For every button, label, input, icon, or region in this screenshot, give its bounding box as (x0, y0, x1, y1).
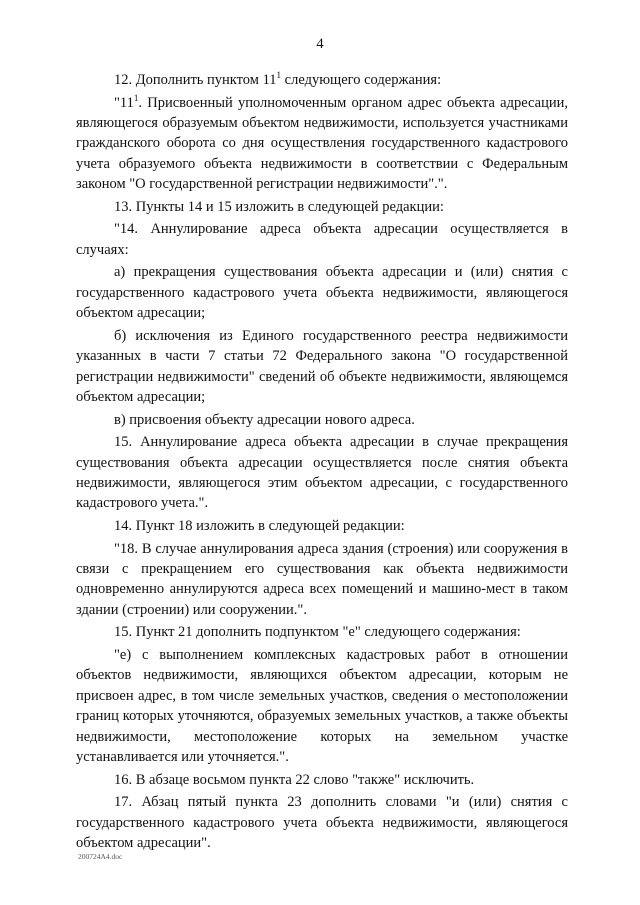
page-number: 4 (316, 36, 324, 52)
paragraph-item-a: а) прекращения существования объекта адресации и (или) снятия с государственного кадастрового учета объекта недвижимости, являющегося объектом адресации; (76, 264, 568, 322)
paragraph-14: 14. Пункт 18 изложить в следующей редакции: (114, 518, 405, 535)
footer-filename: 200724A4.doc (78, 852, 123, 861)
paragraph-item-v: в) присвоения объекту адресации нового адреса. (114, 411, 415, 428)
para-text: . Присвоенный уполномоченным органом адрес объекта адресации, являющегося образуемым объектом недвижимости, используется участниками гражданского оборота со дня осуществления государственного кадастрового учета образуемого объекта недвижимости в соответствии с Федеральным законом "О государственной регистрации недвижимости".". (76, 94, 568, 193)
para-text: 12. Дополнить пунктом 11 (114, 72, 277, 88)
paragraph-12 (76, 70, 568, 90)
superscript: 1 (276, 70, 282, 80)
paragraph-item-b: б) исключения из Единого государственного реестра недвижимости указанных в части 7 статьи 72 Федерального закона "О государственной регистрации недвижимости" сведений об объекте недвижимости, являющемся объектом адресации; (76, 327, 568, 406)
para-text: "11 (114, 94, 134, 111)
paragraph-item-e: "е) с выполнением комплексных кадастровых работ в отношении объектов недвижимости, являющихся объектом адресации, которым не присвоен адрес, в том числе земельных участков, сведения о местоположении границ которых уточняются, образуемых земельных участков, а также объекты недвижимости, местоположение которых на земельном участке устанавливается или уточняется.". (76, 647, 568, 766)
paragraph-18-quote: "18. В случае аннулирования адреса здания (строения) или сооружения в связи с прекращением его существования как объекта недвижимости одновременно аннулируются адреса всех помещений и машино-мест в таком здании (строении) или сооружении.". (76, 540, 568, 618)
paragraph-14-quote: "14. Аннулирование адреса объекта адресации осуществляется в случаях: (76, 221, 568, 258)
paragraph-13: 13. Пункты 14 и 15 изложить в следующей редакции: (114, 198, 444, 215)
paragraph-16: 16. В абзаце восьмом пункта 22 слово "также" исключить. (114, 771, 475, 788)
superscript: 1 (133, 92, 139, 103)
paragraph-17: 17. Абзац пятый пункта 23 дополнить словами "и (или) снятия с государственного кадастрового учета объекта недвижимости, являющегося объектом адресации". (76, 794, 568, 852)
paragraph-11-1 (76, 93, 568, 195)
paragraph-15-quote: 15. Аннулирование адреса объекта адресации в случае прекращения существования объекта адресации осуществляется после снятия объекта недвижимости, являющегося этим объектом адресации, с государственного кадастрового учета.". (76, 434, 568, 512)
para-text: следующего содержания: (281, 72, 442, 88)
document-body (76, 70, 568, 856)
paragraph-15: 15. Пункт 21 дополнить подпунктом "е" следующего содержания: (114, 624, 521, 641)
